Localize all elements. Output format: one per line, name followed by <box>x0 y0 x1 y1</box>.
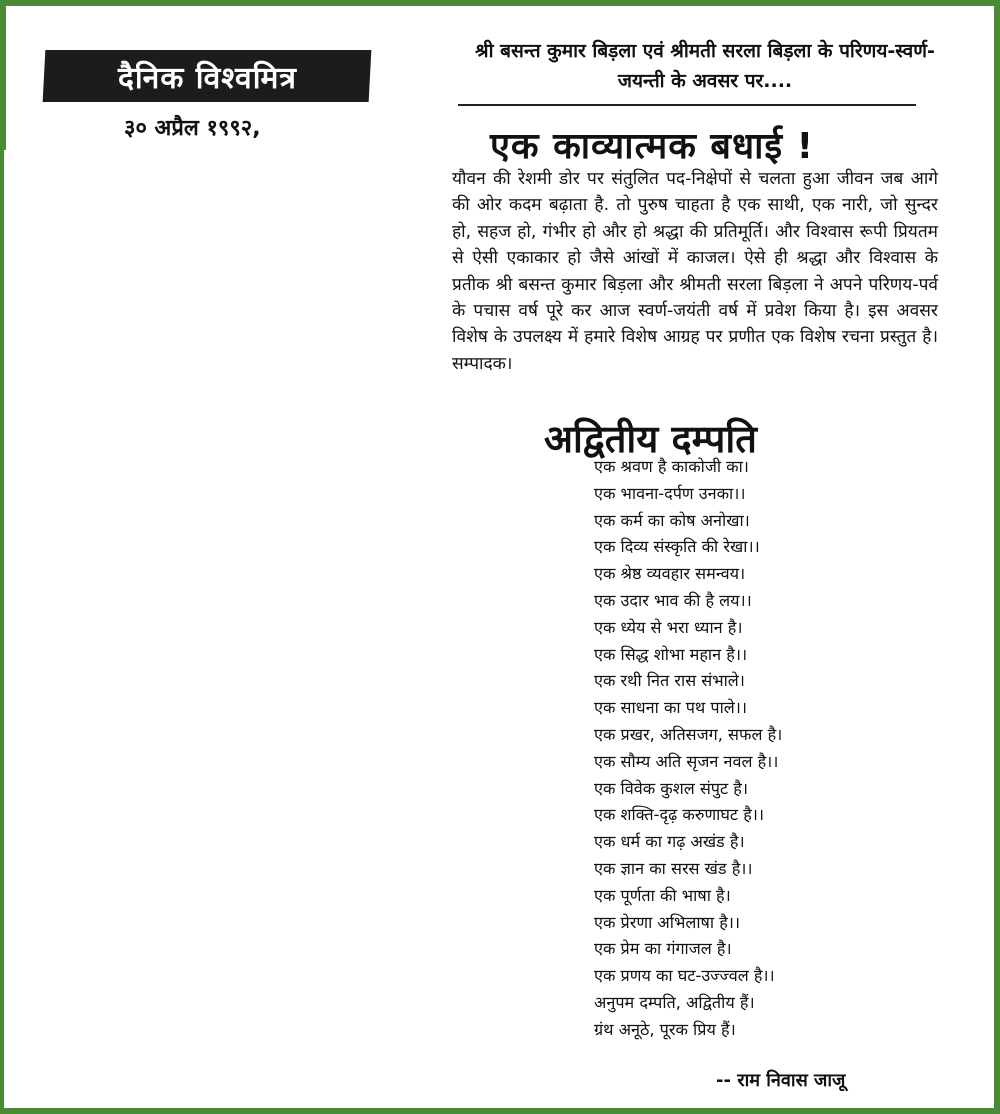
poem-title: अद्वितीय दम्पति <box>544 417 757 461</box>
newspaper-name: दैनिक विश्वमित्र <box>117 60 297 96</box>
poem-line: ग्रंथ अनूठे, पूरक प्रिय हैं। <box>594 1019 736 1039</box>
poem-line: एक रथी नित रास संभाले। <box>594 671 745 691</box>
frame-left-border <box>0 0 6 150</box>
poem-line: एक शक्ति-दृढ़ करुणाघट है।। <box>594 805 765 825</box>
header-divider <box>458 104 916 106</box>
poem-line: एक साधना का पथ पाले।। <box>594 698 748 718</box>
poem-line: एक श्रेष्ठ व्यवहार समन्वय। <box>594 564 746 584</box>
poem-line: एक प्रेम का गंगाजल है। <box>594 939 732 959</box>
frame-left-border-lower <box>0 148 4 1114</box>
poem-line: एक पूर्णता की भाषा है। <box>594 885 731 905</box>
article-intro: यौवन की रेशमी डोर पर संतुलित पद-निक्षेपों से चलता हुआ जीवन जब आगे की ओर कदम बढ़ाता है. तो पुरुष चाहता है एक साथी, एक नारी, जो सुन्दर हो, सहज हो, गंभीर हो और हो श्रद्धा की प्रतिमूर्ति। और विश्वास रूपी प्रियतम से ऐसी एकाकार हो जैसे आंखों में काजल। ऐसे ही श्रद्धा और विश्वास के प्रतीक श्री बसन्त कुमार बिड़ला और श्रीमती सरला बिड़ला ने अपने परिणय-पर्व के पचास वर्ष पूरे कर आज स्वर्ण-जयंती वर्ष में प्रवेश किया है। इस अवसर विशेष के उपलक्ष्य में हमारे विशेष आग्रह पर प्रणीत एक विशेष रचना प्रस्तुत है। सम्पादक। <box>452 169 938 374</box>
poem-body <box>594 454 934 1044</box>
poem-line: एक प्रखर, अतिसजग, सफल है। <box>594 724 783 744</box>
frame-bottom-border <box>0 1108 1000 1114</box>
poem-line: एक प्रणय का घट-उज्ज्वल है।। <box>594 966 775 986</box>
poem-line: एक भावना-दर्पण उनका।। <box>594 483 746 503</box>
poem-line: एक श्रवण है काकोजी का। <box>594 457 749 476</box>
newspaper-masthead <box>43 50 372 102</box>
article-title: एक काव्यात्मक बधाई ! <box>490 126 815 167</box>
poem-line: एक सिद्ध शोभा महान है।। <box>594 644 748 664</box>
publication-date: ३० अप्रैल १९९२, <box>124 116 261 141</box>
poem-line: एक दिव्य संस्कृति की रेखा।। <box>594 537 760 557</box>
poem-line: अनुपम दम्पति, अद्वितीय हैं। <box>594 992 755 1012</box>
poem-author: -- राम निवास जाजू <box>716 1070 846 1091</box>
frame-right-border <box>994 0 1000 1114</box>
poem-line: एक कर्म का कोष अनोखा। <box>594 510 750 530</box>
poem-line: एक उदार भाव की है लय।। <box>594 590 752 610</box>
article-dedication: श्री बसन्त कुमार बिड़ला एवं श्रीमती सरला बिड़ला के परिणय-स्वर्ण-जयन्ती के अवसर पर.... <box>475 40 935 92</box>
poem-line: एक प्रेरणा अभिलाषा है।। <box>594 912 741 932</box>
poem-line: एक ज्ञान का सरस खंड है।। <box>594 858 753 878</box>
poem-line: एक धर्म का गढ़ अखंड है। <box>594 832 745 852</box>
frame-top-border <box>0 0 1000 6</box>
poem-line: एक सौम्य अति सृजन नवल है।। <box>594 751 779 771</box>
poem-line: एक ध्येय से भरा ध्यान है। <box>594 617 743 637</box>
poem-line: एक विवेक कुशल संपुट है। <box>594 778 749 798</box>
